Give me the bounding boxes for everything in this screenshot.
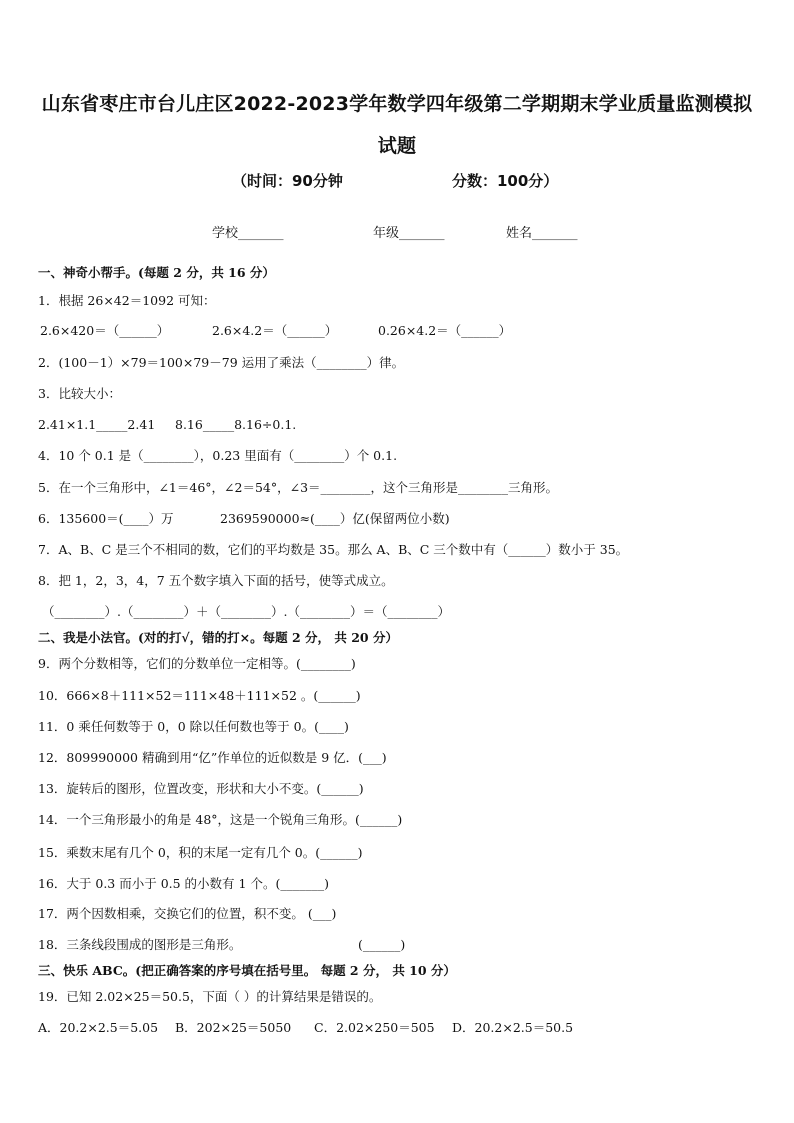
question-1b: 2.6×4.2＝（______） [212, 323, 338, 338]
question-3-parts [38, 417, 758, 433]
question-1-parts [38, 323, 758, 339]
question-18-text: 18．三条线段围成的图形是三角形。 [38, 937, 242, 952]
question-1c: 0.26×4.2＝（______） [378, 323, 512, 338]
exam-score: 分数：100分） [452, 172, 559, 190]
question-3: 3．比较大小： [38, 386, 121, 401]
exam-time: （时间：90分钟 [232, 172, 343, 190]
question-14: 14．一个三角形最小的角是 48°，这是一个锐角三角形。(______) [38, 812, 403, 827]
grade-field: 年级_______ [373, 226, 445, 241]
question-11: 11．0 乘任何数等于 0，0 除以任何数也等于 0。(____) [38, 719, 349, 734]
question-13: 13．旋转后的图形，位置改变，形状和大小不变。(______) [38, 781, 364, 796]
section-2-heading: 二、我是小法官。(对的打√，错的打×。每题 2 分， 共 20 分） [38, 630, 398, 645]
section-3-heading: 三、快乐 ABC。(把正确答案的序号填在括号里。 每题 2 分， 共 10 分） [38, 963, 456, 978]
question-18-blank: (______) [358, 937, 406, 952]
option-d: D．20.2×2.5＝50.5 [452, 1020, 574, 1035]
question-3b: 8.16_____8.16÷0.1. [175, 417, 297, 432]
question-4: 4．10 个 0.1 是（________），0.23 里面有（________）个 0.1. [38, 448, 398, 463]
question-19-options [38, 1020, 758, 1036]
question-16: 16．大于 0.3 而小于 0.5 的小数有 1 个。(_______) [38, 876, 329, 891]
option-b: B．202×25＝5050 [175, 1020, 292, 1035]
option-c: C．2.02×250＝505 [314, 1020, 435, 1035]
exam-meta [0, 170, 794, 194]
name-field: 姓名_______ [506, 226, 578, 241]
question-7: 7．A、B、C 是三个不相同的数，它们的平均数是 35。那么 A、B、C 三个数中有（______）数小于 35。 [38, 542, 629, 557]
question-9: 9．两个分数相等，它们的分数单位一定相等。(________) [38, 656, 356, 671]
question-12: 12．809990000 精确到用“亿”作单位的近似数是 9 亿．(___) [38, 750, 387, 765]
question-5: 5．在一个三角形中，∠1＝46°，∠2＝54°，∠3＝________，这个三角形是________三角形。 [38, 480, 559, 495]
question-6a: 6．135600＝(____）万 [38, 511, 174, 526]
question-6 [38, 511, 758, 527]
question-1: 1．根据 26×42＝1092 可知： [38, 293, 216, 308]
question-15: 15．乘数末尾有几个 0，积的末尾一定有几个 0。(______) [38, 845, 363, 860]
question-10: 10．666×8＋111×52＝111×48＋111×52 。(______) [38, 688, 361, 703]
question-3a: 2.41×1.1_____2.41 [38, 417, 156, 432]
student-info [0, 222, 794, 242]
option-a: A．20.2×2.5＝5.05 [38, 1020, 159, 1035]
question-19: 19．已知 2.02×25＝50.5，下面（ ）的计算结果是错误的。 [38, 989, 382, 1004]
page-title: 山东省枣庄市台儿庄区2022-2023学年数学四年级第二学期期末学业质量监测模拟试题 [41, 93, 753, 157]
question-8: 8．把 1，2，3，4，7 五个数字填入下面的括号，使等式成立。 [38, 573, 394, 588]
question-18 [38, 937, 758, 953]
question-6b: 2369590000≈(____）亿(保留两位小数) [220, 511, 450, 526]
question-2: 2．(100－1）×79＝100×79－79 运用了乘法（________）律。 [38, 355, 405, 370]
question-1a: 2.6×420＝（______） [40, 323, 170, 338]
question-17: 17．两个因数相乘，交换它们的位置，积不变。 (___) [38, 906, 337, 921]
question-8-blanks: （________）.（________）＋（________）.（________）＝（________） [42, 604, 450, 619]
school-field: 学校_______ [212, 226, 284, 241]
section-1-heading: 一、神奇小帮手。(每题 2 分，共 16 分） [38, 265, 275, 280]
